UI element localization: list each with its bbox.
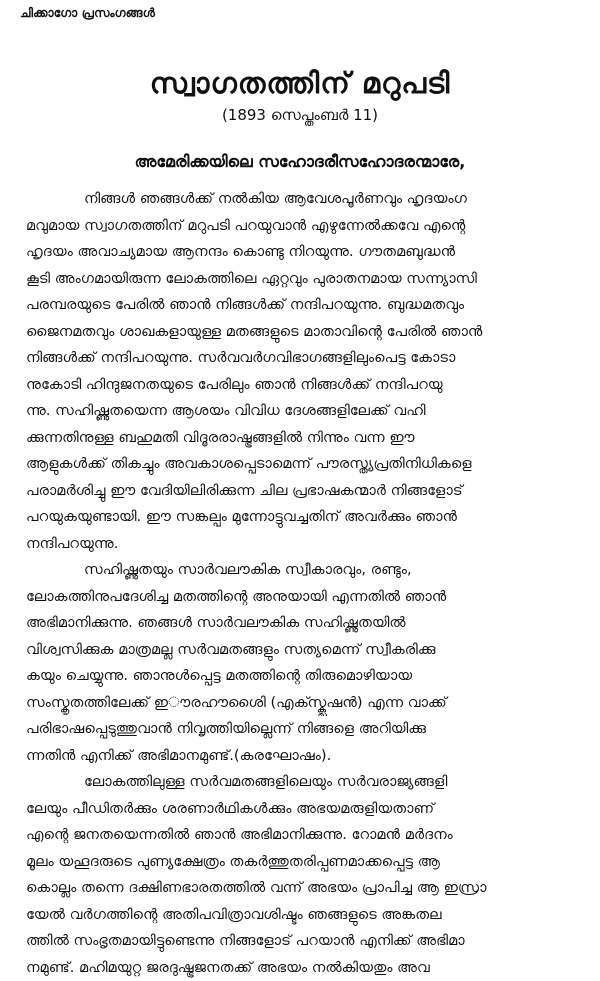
text-line: യേൽ വർഗത്തിന്റെ അതിപവിത്രാവശിഷ്ടം ഞങ്ങളുടെ അങ്കതല: [26, 902, 586, 929]
text-line: നിങ്ങൾ ഞങ്ങൾക്ക് നൽകിയ ആവേശപൂർണവും ഹൃദയംഗ: [26, 186, 586, 213]
text-line: നന്ദിപറയുന്നു.: [26, 531, 586, 558]
text-line: ന്നു. സഹിഷ്ണുതയെന്ന ആശയം വിവിധ ദേശങ്ങളിലേക്ക് വഹി: [26, 398, 586, 425]
text-line: ഹൃദയം അവാച്യമായ ആനന്ദം കൊണ്ടു നിറയുന്നു. ഗൗതമബുദ്ധൻ: [26, 239, 586, 266]
text-line: നമുണ്ട്. മഹിമയുറ്റ ജരദുഷ്ട്രജനതക്ക് അഭയം നൽകിയതും അവ: [26, 955, 586, 981]
text-line: സംസ്കൃതത്തിലേക്ക് ഇൗരഹൗശൈി (എക്സ്ക്ലൂഷൻ) എന്ന വാക്ക്: [26, 690, 586, 717]
text-line: ന്നതിൻ എനിക്ക് അഭിമാനമുണ്ട്.(കരഘോഷം).: [26, 743, 586, 770]
text-line: വിശ്വസിക്കുക മാത്രമല്ല സർവമതങ്ങളും സത്യമെന്ന് സ്വീകരിക്കു: [26, 637, 586, 664]
text-line: ക്കുന്നതിനുള്ള ബഹുമതി വിദൂരരാഷ്ട്രങ്ങളിൽ നിന്നും വന്ന ഈ: [26, 425, 586, 452]
text-line: നിങ്ങൾക്ക് നന്ദിപറയുന്നു. സർവവർഗവിഭാഗങ്ങളിലുംപെട്ട കോടാ: [26, 345, 586, 372]
text-line: ലേയും പീഡിതർക്കും ശരണാർഥികൾക്കും അഭയമരുളിയതാണ്: [26, 796, 586, 823]
text-line: ജൈനമതവും ശാഖകളായുള്ള മതങ്ങളുടെ മാതാവിന്റെ പേരിൽ ഞാൻ: [26, 319, 586, 346]
text-line: ത്തിൽ സംഭൃതമായിട്ടുണ്ടെന്നു നിങ്ങളോട് പറയാൻ എനിക്ക് അഭിമാ: [26, 928, 586, 955]
text-line: ആളുകൾക്ക് തികച്ചും അവകാശപ്പെടാമെന്ന് പൗരസ്ത്യപ്രതിനിധികളെ: [26, 451, 586, 478]
text-line: സഹിഷ്ണുതയും സാർവലൗകിക സ്വീകാരവും, രണ്ടും,: [26, 557, 586, 584]
text-line: ലോകത്തിലുള്ള സർവമതങ്ങളിലെയും സർവരാജ്യങ്ങളി: [26, 769, 586, 796]
text-line: അഭിമാനിക്കുന്നു. ഞങ്ങൾ സാർവലൗകിക സഹിഷ്ണുതയിൽ: [26, 610, 586, 637]
text-line: കയും ചെയ്യുന്നു. ഞാനുൾപ്പെട്ട മതത്തിന്റെ തിരുമൊഴിയായ: [26, 663, 586, 690]
text-line: പരാമർശിച്ചു ഈ വേദിയിലിരിക്കുന്ന ചില പ്രഭാഷകന്മാർ നിങ്ങളോട്: [26, 478, 586, 505]
text-line: നുകോടി ഹിന്ദുജനതയുടെ പേരിലും ഞാൻ നിങ്ങൾക്ക് നന്ദിപറയു: [26, 372, 586, 399]
text-line: എന്റെ ജനതയെന്നതിൽ ഞാൻ അഭിമാനിക്കുന്നു. റോമൻ മർദനം: [26, 822, 586, 849]
text-line: പരമ്പരയുടെ പേരിൽ ഞാൻ നിങ്ങൾക്ക് നന്ദിപറയുന്നു. ബുദ്ധമതവും: [26, 292, 586, 319]
salutation: അമേരിക്കയിലെ സഹോദരീസഹോദരന്മാരേ,: [0, 152, 600, 172]
text-line: മവുമായ സ്വാഗതത്തിന് മറുപടി പറയുവാൻ എഴുന്നേൽക്കവേ എന്റെ: [26, 213, 586, 240]
page-title: സ്വാഗതത്തിന് മറുപടി: [0, 66, 600, 101]
body-text: [26, 186, 586, 981]
text-line: മൂലം യഹൂദരുടെ പുണ്യക്ഷേത്രം തകർത്തുതരിപ്പണമാക്കപ്പെട്ട ആ: [26, 849, 586, 876]
text-line: കൊല്ലം തന്നെ ദക്ഷിണഭാരതത്തിൽ വന്ന് അഭയം പ്രാപിച്ച ആ ഇസ്രാ: [26, 875, 586, 902]
speech-date: (1893 സെപ്തംബർ 11): [0, 106, 600, 124]
running-head: ചിക്കാഗോ പ്രസംഗങ്ങൾ: [20, 6, 155, 21]
text-line: പരിഭാഷപ്പെടുത്തുവാൻ നിവൃത്തിയില്ലെന്ന് നിങ്ങളെ അറിയിക്കു: [26, 716, 586, 743]
text-line: ലോകത്തിനുപദേശിച്ച മതത്തിന്റെ അനുയായി എന്നതിൽ ഞാൻ: [26, 584, 586, 611]
text-line: കൂടി അംഗമായിരുന്ന ലോകത്തിലെ ഏറ്റവും പുരാതനമായ സന്ന്യാസി: [26, 266, 586, 293]
text-line: പറയുകയുണ്ടായി. ഈ സങ്കല്പം മുന്നോട്ടുവച്ചതിന് അവർക്കും ഞാൻ: [26, 504, 586, 531]
